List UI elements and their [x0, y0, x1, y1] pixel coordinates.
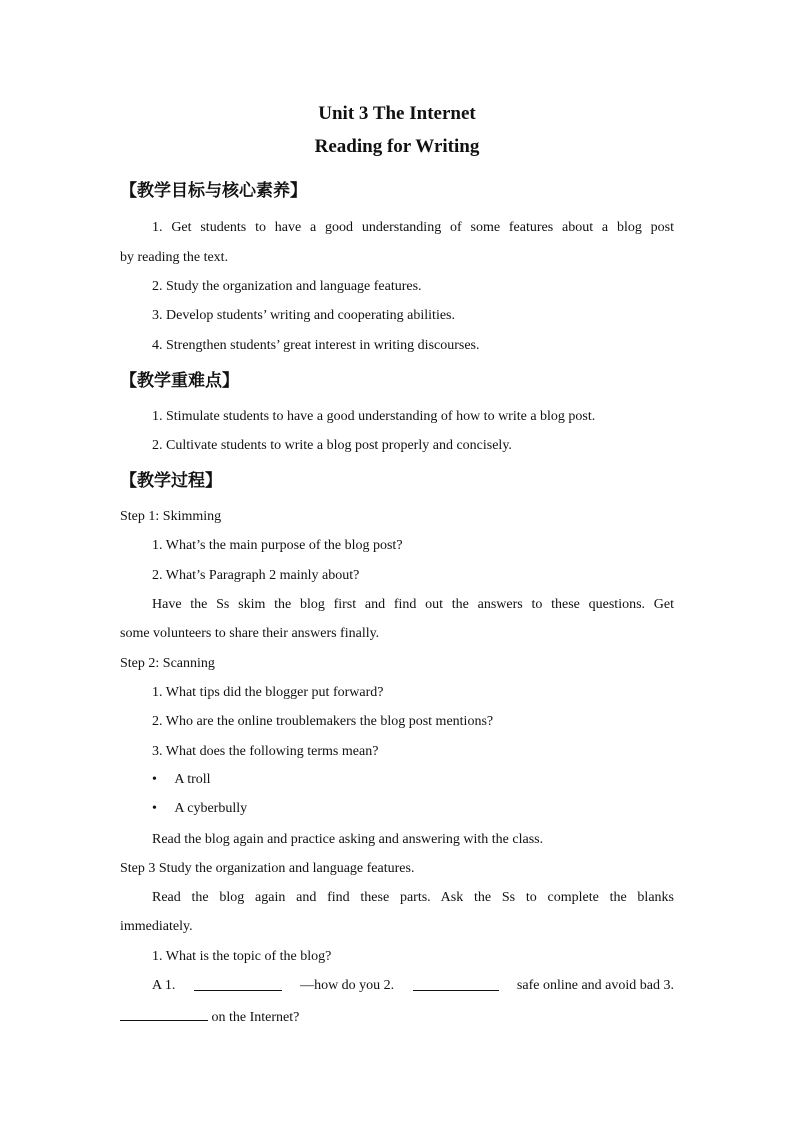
page-title: Unit 3 The Internet — [318, 103, 476, 124]
step3-note-line-2: immediately. — [120, 919, 193, 934]
blank-1[interactable] — [194, 978, 282, 991]
step3-question-1: 1. What is the topic of the blog? — [152, 949, 332, 964]
step1-title: Step 1: Skimming — [120, 509, 222, 524]
step1-note-line-2: some volunteers to share their answers finally. — [120, 626, 380, 641]
bullet-list-item — [152, 801, 247, 817]
key-point-2: 2. Cultivate students to write a blog post properly and concisely. — [152, 438, 512, 453]
step2-question-3: 3. What does the following terms mean? — [152, 744, 379, 759]
fill-text-3: safe online and avoid bad 3. — [516, 978, 674, 993]
objective-1-text-a: 1. Get students to have a good understanding of some features about a blog post — [152, 220, 674, 235]
fill-in-line-1 — [152, 978, 674, 994]
fill-text-1: A 1. — [152, 978, 176, 993]
page-subtitle: Reading for Writing — [314, 136, 480, 157]
bullet-icon: • — [152, 772, 157, 787]
step3-note-line-1 — [152, 890, 674, 906]
step1-question-1: 1. What’s the main purpose of the blog post? — [152, 538, 403, 553]
fill-text-2: —how do you 2. — [300, 978, 395, 993]
step2-title: Step 2: Scanning — [120, 656, 215, 671]
bullet-text-cyberbully: A cyberbully — [174, 801, 248, 816]
bullet-text-troll: A troll — [174, 772, 211, 787]
objective-1-line-2: by reading the text. — [120, 250, 229, 265]
objective-3: 3. Develop students’ writing and cooperating abilities. — [152, 308, 456, 323]
step1-note-line-1 — [152, 597, 674, 613]
key-point-1: 1. Stimulate students to have a good understanding of how to write a blog post. — [152, 409, 596, 424]
step2-note: Read the blog again and practice asking and answering with the class. — [152, 832, 544, 847]
objective-4: 4. Strengthen students’ great interest in writing discourses. — [152, 338, 480, 353]
fill-in-line-2 — [120, 1008, 299, 1026]
step3-note-text-a: Read the blog again and find these parts. Ask the Ss to complete the blanks — [152, 890, 674, 905]
blank-2[interactable] — [413, 978, 499, 991]
fill-text-4: on the Internet? — [208, 1010, 300, 1025]
step2-question-1: 1. What tips did the blogger put forward? — [152, 685, 384, 700]
blank-3[interactable] — [120, 1008, 208, 1021]
bullet-icon: • — [152, 801, 157, 816]
step1-note-text-a: Have the Ss skim the blog first and find out the answers to these questions. Get — [152, 597, 674, 612]
objectives-heading: 【教学目标与核心素养】 — [120, 181, 307, 201]
step1-question-2: 2. What’s Paragraph 2 mainly about? — [152, 568, 360, 583]
key-points-heading: 【教学重难点】 — [120, 371, 239, 391]
bullet-list-item — [152, 772, 211, 788]
step3-title: Step 3 Study the organization and language features. — [120, 861, 415, 876]
objective-1-line-1 — [152, 220, 674, 236]
step2-question-2: 2. Who are the online troublemakers the blog post mentions? — [152, 714, 494, 729]
objective-2: 2. Study the organization and language features. — [152, 279, 422, 294]
process-heading: 【教学过程】 — [120, 471, 222, 491]
